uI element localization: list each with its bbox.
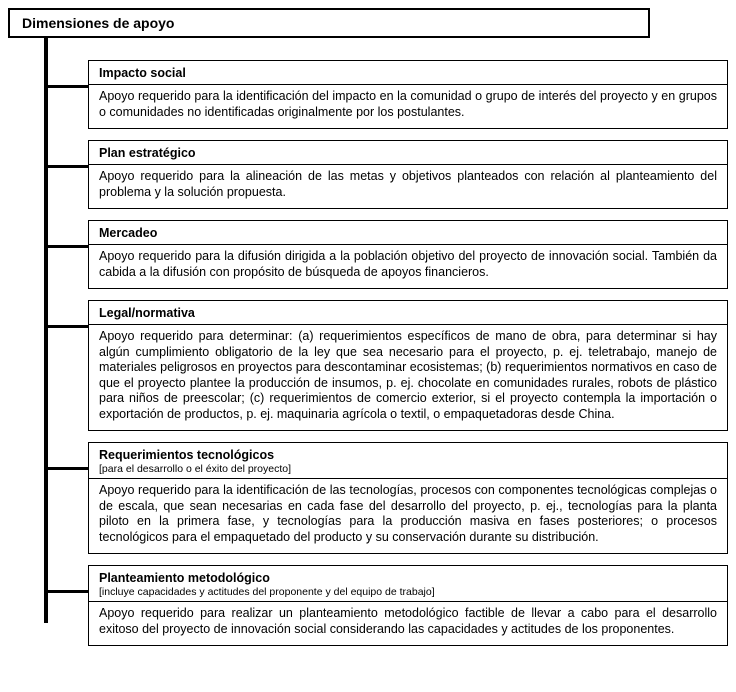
section-body: Apoyo requerido para la identificación de las tecnologías, procesos con componentes tecnológicas complejas o de escala, que sean necesarias en cada fase del desarrollo del proyecto, p. ej., tecnologías para la planta piloto en la primera fase, y tecnologías para la producción masiva en fases posteriores; o procesos tecnológicos para el empaquetado del producto y su conservación durante su distribución. bbox=[99, 483, 717, 544]
section-planteamiento-metodologico bbox=[88, 565, 728, 646]
section-impacto-social bbox=[88, 60, 728, 129]
section-header bbox=[89, 221, 727, 245]
section-heading: Plan estratégico bbox=[99, 146, 196, 160]
connector-stub bbox=[48, 467, 89, 470]
section-heading: Mercadeo bbox=[99, 226, 158, 240]
section-header bbox=[89, 301, 727, 325]
section-plan-estrategico bbox=[88, 140, 728, 209]
section-heading: Legal/normativa bbox=[99, 306, 195, 320]
connector-stub bbox=[48, 85, 89, 88]
section-header bbox=[89, 61, 727, 85]
section-body: Apoyo requerido para determinar: (a) requerimientos específicos de mano de obra, para determinar si hay algún cumplimiento obligatorio de la ley que sea necesario para el proyecto, p. ej. teletrabajo, manejo de materiales peligrosos en proyectos para descontaminar ecosistemas; (b) requerimientos normativos en caso de que el proyecto plantee la producción de insumos, p. ej. chocolate en comunidades rurales, robots de plástico para niños de preescolar; (c) requerimientos de comercio exterior, si el proyecto contempla la importación o exportación de productos, p. ej. maquinaria agrícola o textil, o empaquetadoras desde China. bbox=[99, 329, 717, 421]
page-title: Dimensiones de apoyo bbox=[22, 15, 175, 31]
section-subtitle: [incluye capacidades y actitudes del proponente y del equipo de trabajo] bbox=[99, 586, 435, 598]
section-body: Apoyo requerido para la identificación del impacto en la comunidad o grupo de interés del proyecto y en grupos o comunidades no identificadas originalmente por los postulantes. bbox=[99, 89, 717, 119]
connector-stub bbox=[48, 245, 89, 248]
section-header bbox=[89, 443, 727, 479]
section-mercadeo bbox=[88, 220, 728, 289]
section-subtitle: [para el desarrollo o el éxito del proyecto] bbox=[99, 463, 292, 475]
connector-stub bbox=[48, 590, 89, 593]
connector-trunk bbox=[44, 38, 48, 623]
section-body: Apoyo requerido para la difusión dirigida a la población objetivo del proyecto de innovación social. También da cabida a la difusión con propósito de búsqueda de apoyos financieros. bbox=[99, 249, 717, 279]
sections-column bbox=[88, 60, 728, 657]
section-header bbox=[89, 141, 727, 165]
section-header bbox=[89, 566, 727, 602]
section-heading: Impacto social bbox=[99, 66, 186, 80]
section-heading: Planteamiento metodológico bbox=[99, 571, 270, 585]
section-heading: Requerimientos tecnológicos bbox=[99, 448, 275, 462]
section-body: Apoyo requerido para la alineación de las metas y objetivos planteados con relación al planteamiento del problema y la solución propuesta. bbox=[99, 169, 717, 199]
section-requerimientos-tecnologicos bbox=[88, 442, 728, 554]
root-node bbox=[8, 8, 650, 38]
connector-stub bbox=[48, 325, 89, 328]
connector-stub bbox=[48, 165, 89, 168]
section-legal-normativa bbox=[88, 300, 728, 431]
section-body: Apoyo requerido para realizar un planteamiento metodológico factible de llevar a cabo para el desarrollo exitoso del proyecto de innovación social considerando las capacidades y actitudes de los proponentes. bbox=[99, 606, 717, 636]
